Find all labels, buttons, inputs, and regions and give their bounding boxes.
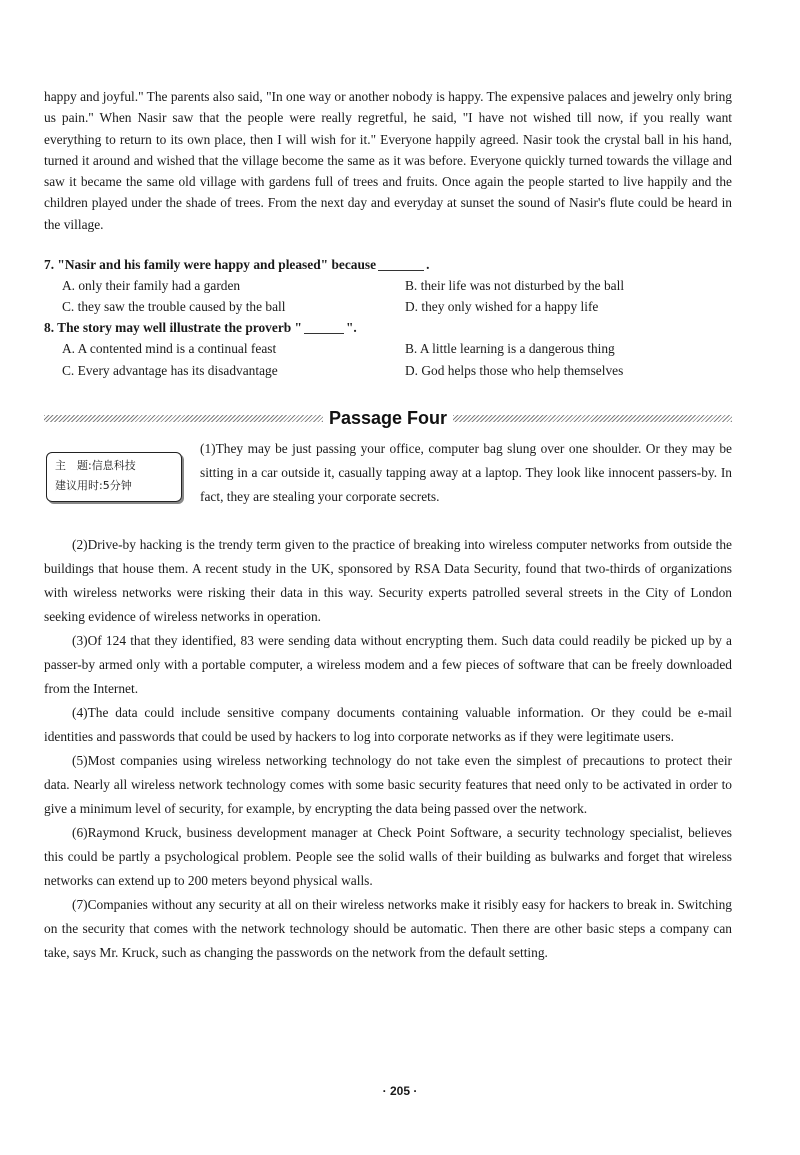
question-8-option-b: B. A little learning is a dangerous thing: [405, 341, 615, 356]
question-7-option-b: B. their life was not disturbed by the ball: [405, 278, 625, 293]
paragraph-4: (4)The data could include sensitive company documents containing valuable information. Or they could be e-mail identities and passwords that could be used by hackers to log into corporate networks as if they were legitimate users.: [44, 705, 732, 744]
hatch-divider-right: [453, 415, 732, 422]
passage-header: [44, 406, 732, 430]
paragraph-7: (7)Companies without any security at all on their wireless networks make it risibly easy for hackers to break in. Switching on the security that comes with the network technology should be automatic. Then there are other basic steps a company can take, says Mr. Kruck, such as changing the passwords on the network from the default setting.: [44, 897, 732, 960]
answer-blank: [378, 270, 424, 271]
question-8-stem: [44, 320, 357, 336]
question-7-option-c: C. they saw the trouble caused by the ball: [62, 299, 286, 314]
paragraph-2: (2)Drive-by hacking is the trendy term given to the practice of breaking into wireless computer networks from outside the buildings that house them. A recent study in the UK, sponsored by RSA Data Security, found that two-thirds of organizations with wireless networks were risking their data in this way. Security experts patrolled several streets in the City of London seeking evidence of wireless networks in operation.: [44, 537, 732, 624]
question-8-option-a: A. A contented mind is a continual feast: [62, 341, 277, 356]
question-8-option-d: D. God helps those who help themselves: [405, 363, 624, 378]
paragraph-5: (5)Most companies using wireless networking technology do not take even the simplest of precautions to protect their data. Nearly all wireless network technology comes with some basic security features that need only to be activated in order to give a minimum level of security, for example, by encrypting the data being passed over the network.: [44, 753, 732, 816]
topic-label: 主 题:信息科技: [55, 459, 136, 472]
question-7-option-d: D. they only wished for a happy life: [405, 299, 599, 314]
question-7-text: 7. "Nasir and his family were happy and pleased" because: [44, 257, 377, 272]
question-7-stem: [44, 257, 429, 273]
paragraph-6: (6)Raymond Kruck, business development manager at Check Point Software, a security technology specialist, believes this could be partly a psychological problem. People see the solid walls of their building as bulwarks and forget that wireless networks can extend up to 200 meters beyond physical walls.: [44, 825, 732, 888]
suggested-time-label: 建议用时:5分钟: [55, 479, 132, 492]
page-number: · 205 ·: [382, 1084, 418, 1098]
topic-tag-box: [46, 452, 182, 502]
question-7-end: .: [426, 257, 430, 272]
paragraph-3: (3)Of 124 that they identified, 83 were sending data without encrypting them. Such data could readily be picked up by a passer-by armed only with a portable computer, a wireless modem and a few pieces of software that can be freely downloaded from the Internet.: [44, 633, 732, 696]
question-8-text: 8. The story may well illustrate the proverb ": [44, 320, 302, 335]
story-ending-paragraph: happy and joyful." The parents also said, "In one way or another nobody is happy. The expensive palaces and jewelry only bring us pain." When Nasir saw that the people were really regretful, he said, "I have not wished till now, if you really want everything to return to its own place, then I will wish for it." Everyone happily agreed. Nasir took the crystal ball in his hand, turned it around and wished that the village become the same as it was before. Everyone quickly turned towards the village and saw it became the same old village with gardens full of trees and fruits. Once again the people started to live happily and the children played under the shade of trees. From the next day and everyday at sunset the sound of Nasir's flute could be heard in the village.: [44, 89, 732, 232]
question-8-end: ".: [346, 320, 357, 335]
hatch-divider-left: [44, 415, 323, 422]
question-8-option-c: C. Every advantage has its disadvantage: [62, 363, 278, 378]
passage-title: Passage Four: [328, 407, 448, 428]
answer-blank: [304, 333, 344, 334]
paragraph-1: (1)They may be just passing your office, computer bag slung over one shoulder. Or they may be sitting in a car outside it, casually tapping away at a laptop. They look like innocent passers-by. In fact, they are stealing your corporate secrets.: [200, 441, 732, 504]
question-7-option-a: A. only their family had a garden: [62, 278, 241, 293]
passage-body: [44, 533, 732, 965]
